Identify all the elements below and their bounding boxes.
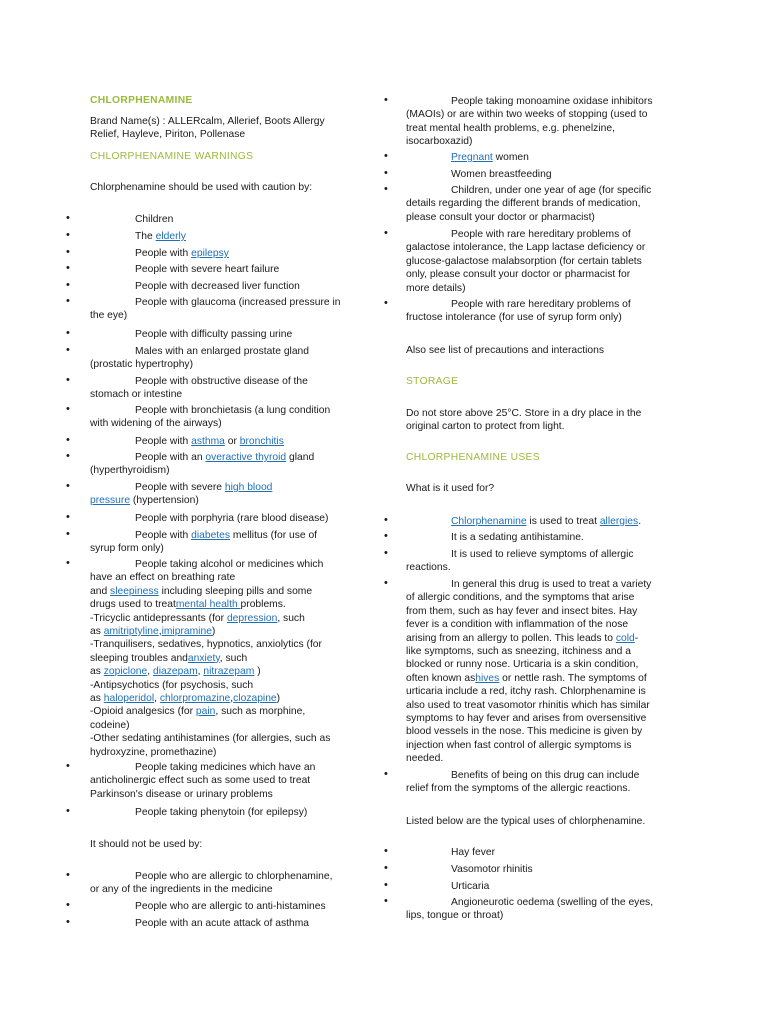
link-hives[interactable]: hives	[475, 672, 500, 684]
list-item: • People with rare hereditary problems of fructose intolerance (for use of syrup form only)	[384, 297, 631, 324]
list-item: • People with glaucoma (increased pressure in the eye)	[66, 295, 341, 322]
link-high-blood-pressure-cont[interactable]: pressure	[90, 495, 131, 507]
list-item: • People with obstructive disease of the stomach or intestine	[66, 374, 308, 401]
link-haloperidol[interactable]: haloperidol	[103, 693, 155, 705]
link-cold[interactable]: cold	[615, 632, 635, 644]
list-item: • People who are allergic to anti-histamines	[66, 899, 326, 912]
list-item: • People with porphyria (rare blood disease)	[66, 511, 329, 524]
list-item: • Hay fever	[384, 845, 496, 858]
list-item: • Angioneurotic oedema (swelling of the eyes, lips, tongue or throat)	[384, 895, 654, 922]
list-item: • People taking alcohol or medicines which have an effect on breathing rate and sleepiness including sleeping pills and some drugs used to treatmental health problems. -Tricyclic antidepressants (for depression, such as amitriptyline,imipramine) -Tranquilisers, sedatives, hypnotics, anxiolytics (for sleeping troubles andanxiety, such as zopiclone, diazepam, nitrazepam ) -Antipsychotics (for psychosis, such as haloperidol, chlorpromazine,clozapine) -Opioid analgesics (for pain, such as morphine, codeine) -Other sedating antihistamines (for allergies, such as hydroxyzine, promethazine)	[66, 557, 331, 758]
link-diabetes[interactable]: diabetes	[191, 530, 231, 541]
list-item: • People with rare hereditary problems of galactose intolerance, the Lapp lactase deficiency or glucose-galactose malabsorption (for certain tablets only, please consult your doctor or pharmacist for more details)	[384, 227, 646, 294]
list-item: • Urticaria	[384, 879, 490, 892]
list-item: • People with an acute attack of asthma	[66, 916, 310, 929]
list-item: • People with severe high blood pressure (hypertension)	[66, 480, 273, 507]
drug-title: CHLORPHENAMINE	[90, 95, 193, 106]
list-item: • People with asthma or bronchitis	[66, 434, 284, 447]
uses-question: What is it used for?	[406, 483, 495, 494]
list-item: • People with epilepsy	[66, 246, 229, 259]
link-pain[interactable]: pain	[195, 706, 216, 718]
warnings-heading: CHLORPHENAMINE WARNINGS	[90, 151, 254, 162]
link-amitriptyline[interactable]: amitriptyline	[103, 626, 159, 638]
link-nitrazepam[interactable]: nitrazepam	[203, 666, 255, 678]
brand-names: Brand Name(s) : ALLERcalm, Allerief, Boots Allergy Relief, Hayleve, Piriton, Pollenase	[90, 116, 325, 141]
link-epilepsy[interactable]: epilepsy	[191, 248, 229, 259]
caution-intro: Chlorphenamine should be used with caution by:	[90, 182, 313, 193]
link-high-blood-pressure[interactable]: high blood	[224, 482, 273, 493]
link-clozapine[interactable]: clozapine	[233, 693, 277, 705]
link-diazepam[interactable]: diazepam	[153, 666, 198, 678]
list-item: • People with diabetes mellitus (for use of syrup form only)	[66, 528, 318, 555]
list-item: • Males with an enlarged prostate gland (prostatic hypertrophy)	[66, 344, 310, 371]
list-item: • Children	[66, 212, 174, 225]
list-item: • People taking medicines which have an anticholinergic effect such as some used to treat Parkinson's disease or urinary problems	[66, 760, 316, 800]
list-item: • Children, under one year of age (for specific details regarding the different brands of medication, please consult your doctor or pharmacist)	[384, 183, 652, 223]
typical-uses-intro: Listed below are the typical uses of chlorphenamine.	[406, 816, 646, 827]
link-zopiclone[interactable]: zopiclone	[103, 666, 148, 678]
list-item: • Pregnant women	[384, 150, 529, 163]
list-item: • People who are allergic to chlorphenamine, or any of the ingredients in the medicine	[66, 869, 333, 896]
list-item: • In general this drug is used to treat a variety of allergic conditions, and the symptoms that arise from them, such as hay fever and insect bites. Hay fever is a condition with inflammation of the nose arising from an allergy to pollen. This leads to cold- like symptoms, such as sneezing, itchiness and a blocked or runny nose. Urticaria is a skin condition, often known ashives or nettle rash. The symptoms of urticaria include a red, itchy rash. Chlorphenamine is also used to treat vasomotor rhinitis which has similar symptoms to hay fever and arises from oversensitive blood vessels in the nose. This medicine is given by injection when fast control of allergic symptoms is needed.	[384, 577, 652, 765]
list-item: • People with an overactive thyroid gland (hyperthyroidism)	[66, 450, 315, 477]
list-item: • People taking phenytoin (for epilepsy)	[66, 805, 308, 818]
list-item: • People with decreased liver function	[66, 279, 300, 292]
contraindications-intro: It should not be used by:	[90, 839, 203, 850]
list-item: • Benefits of being on this drug can include relief from the symptoms of the allergic reactions.	[384, 768, 640, 795]
list-item: • People with difficulty passing urine	[66, 327, 293, 340]
link-sleepiness[interactable]: sleepiness	[110, 585, 159, 597]
link-elderly[interactable]: elderly	[155, 231, 186, 242]
list-item: • Vasomotor rhinitis	[384, 862, 533, 875]
link-imipramine[interactable]: imipramine	[161, 626, 212, 638]
list-item: • People with bronchietasis (a lung condition with widening of the airways)	[66, 403, 331, 430]
link-asthma[interactable]: asthma	[191, 436, 225, 447]
link-chlorpromazine[interactable]: chlorpromazine	[159, 693, 231, 705]
storage-text: Do not store above 25°C. Store in a dry place in the original carton to protect from light.	[406, 408, 642, 433]
also-see-note: Also see list of precautions and interactions	[406, 345, 605, 356]
link-pregnant[interactable]: Pregnant	[451, 152, 493, 163]
list-item: • Chlorphenamine is used to treat allergies.	[384, 514, 642, 527]
link-bronchitis[interactable]: bronchitis	[239, 436, 284, 447]
list-item: • People taking monoamine oxidase inhibitors (MAOIs) or are within two weeks of stopping (used to treat mental health problems, e.g. phenelzine, isocarboxazid)	[384, 94, 653, 148]
link-depression[interactable]: depression	[226, 612, 278, 624]
storage-heading: STORAGE	[406, 376, 459, 387]
link-chlorphenamine[interactable]: Chlorphenamine	[451, 516, 527, 527]
link-anxiety[interactable]: anxiety	[187, 652, 220, 664]
uses-heading: CHLORPHENAMINE USES	[406, 452, 540, 463]
link-allergies[interactable]: allergies	[599, 516, 639, 527]
list-item: • The elderly	[66, 229, 186, 242]
list-item: • People with severe heart failure	[66, 262, 280, 275]
list-item: • Women breastfeeding	[384, 167, 552, 180]
link-mental-health[interactable]: mental health	[175, 599, 241, 611]
link-overactive-thyroid[interactable]: overactive thyroid	[205, 452, 287, 463]
list-item: • It is a sedating antihistamine.	[384, 530, 584, 543]
list-item: • It is used to relieve symptoms of allergic reactions.	[384, 547, 634, 574]
